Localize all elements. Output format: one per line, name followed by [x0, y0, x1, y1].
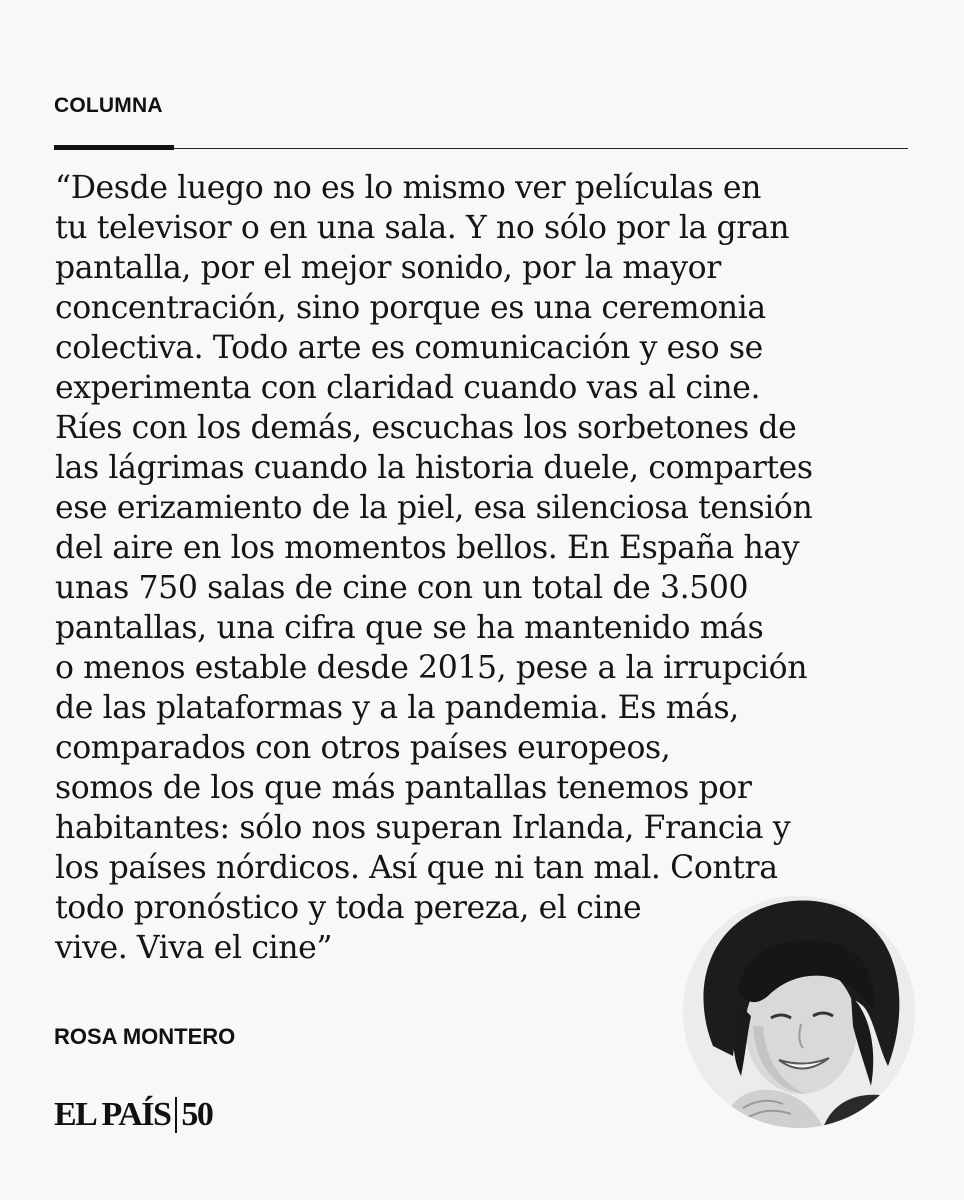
quote-line: del aire en los momentos bellos. En España hay	[55, 530, 800, 566]
header-divider	[54, 148, 908, 149]
logo-divider	[175, 1097, 177, 1133]
author-name: ROSA MONTERO	[54, 1024, 236, 1049]
anniversary-number: 50	[181, 1096, 213, 1133]
column-quote	[55, 168, 915, 968]
quote-line: comparados con otros países europeos,	[55, 730, 671, 766]
portrait-illustration	[683, 896, 915, 1128]
quote-line: unas 750 salas de cine con un total de 3.500	[55, 570, 749, 606]
quote-line: tu televisor o en una sala. Y no sólo por la gran	[55, 210, 790, 246]
quote-line: pantallas, una cifra que se ha mantenido más	[55, 610, 764, 646]
quote-line: colectiva. Todo arte es comunicación y eso se	[55, 330, 763, 366]
quote-line: de las plataformas y a la pandemia. Es más,	[55, 690, 739, 726]
section-label: COLUMNA	[54, 94, 163, 117]
brand-name: EL PAÍS	[54, 1096, 171, 1133]
quote-line: o menos estable desde 2015, pese a la irrupción	[55, 650, 808, 686]
quote-line: vive. Viva el cine”	[55, 930, 333, 966]
el-pais-logo	[54, 1096, 212, 1134]
header-accent-bar	[54, 145, 174, 150]
quote-line: “Desde luego no es lo mismo ver películas en	[55, 170, 761, 206]
quote-line: los países nórdicos. Así que ni tan mal. Contra	[55, 850, 778, 886]
quote-line: habitantes: sólo nos superan Irlanda, Francia y	[55, 810, 791, 846]
quote-line: pantalla, por el mejor sonido, por la mayor	[55, 250, 721, 286]
quote-line: Ríes con los demás, escuchas los sorbetones de	[55, 410, 797, 446]
quote-line: concentración, sino porque es una ceremonia	[55, 290, 766, 326]
quote-line: las lágrimas cuando la historia duele, compartes	[55, 450, 813, 486]
quote-line: somos de los que más pantallas tenemos por	[55, 770, 752, 806]
quote-line: ese erizamiento de la piel, esa silenciosa tensión	[55, 490, 813, 526]
quote-line: experimenta con claridad cuando vas al cine.	[55, 370, 761, 406]
quote-line: todo pronóstico y toda pereza, el cine	[55, 890, 642, 926]
author-portrait	[683, 896, 915, 1128]
